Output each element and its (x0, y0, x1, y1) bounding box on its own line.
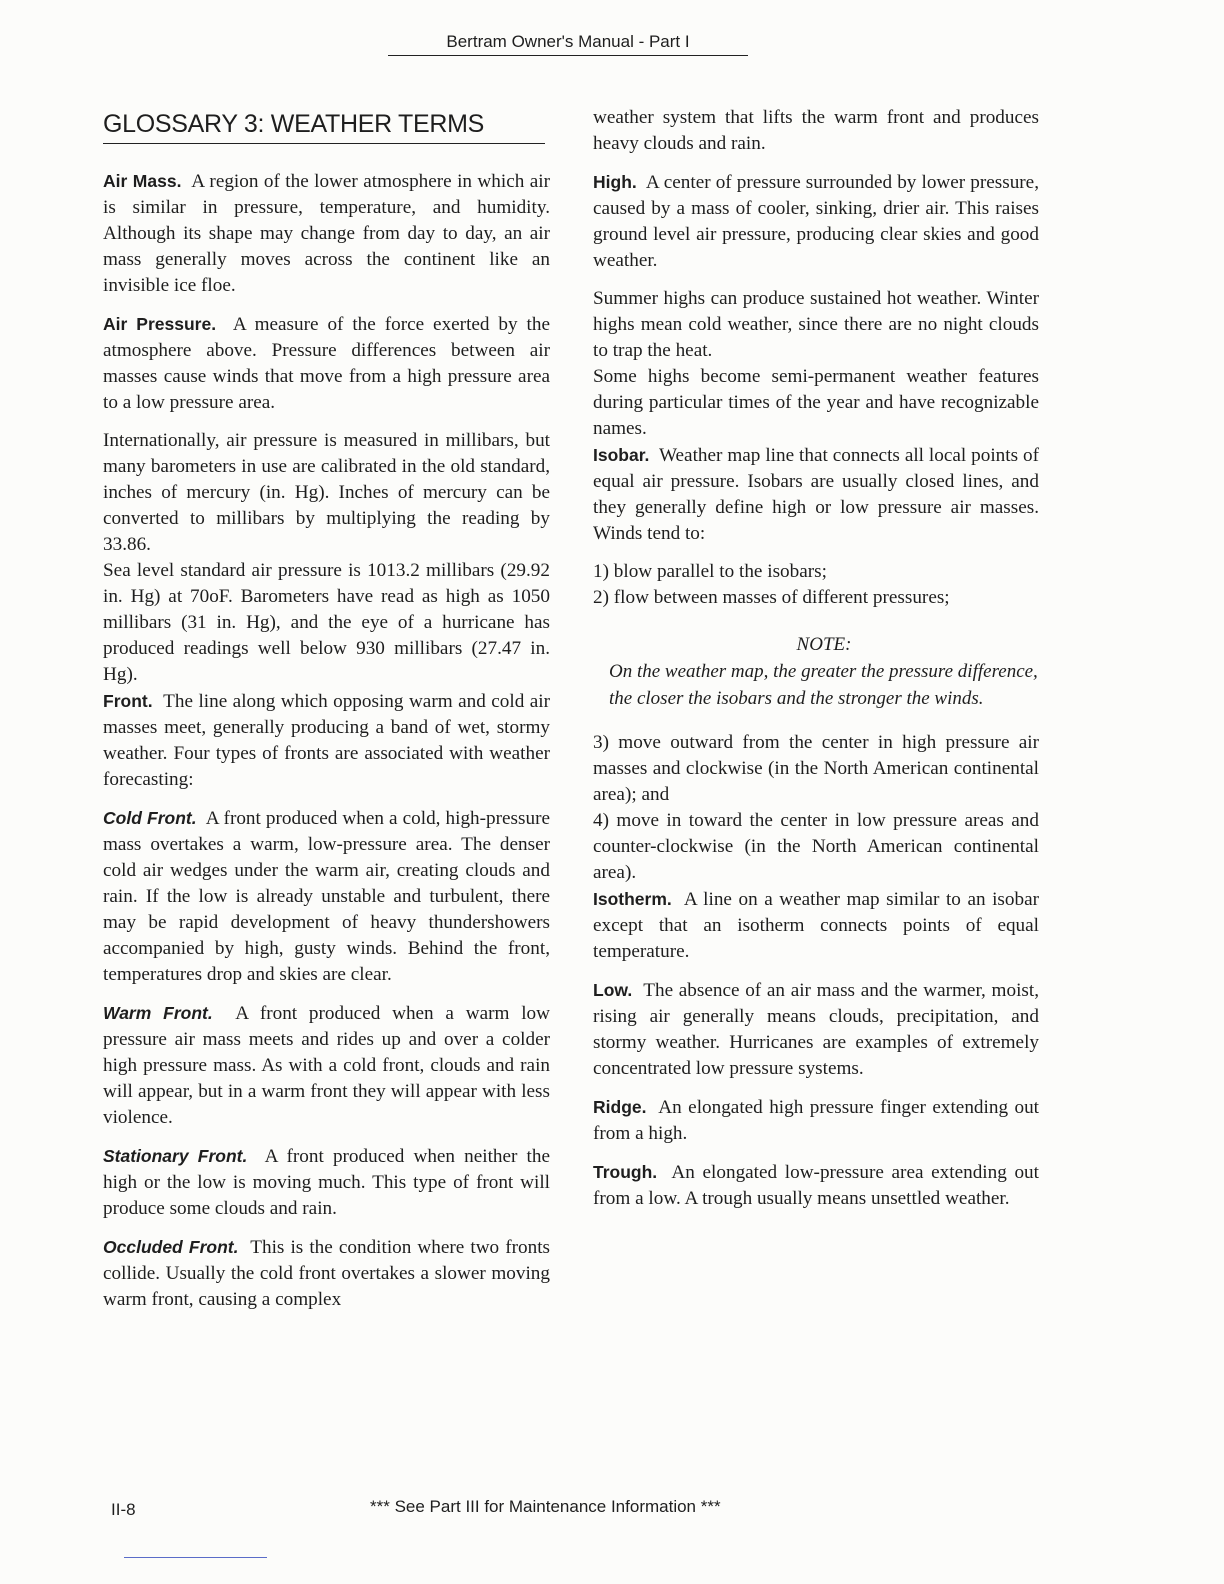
list-item-4: 4) move in toward the center in low pressure areas and counter-clockwise (in the North American continental area). (593, 810, 1039, 883)
term-label: High. (593, 172, 637, 192)
entry-stationary-front (103, 1143, 550, 1222)
paragraph-summer-highs: Summer highs can produce sustained hot weather. Winter highs mean cold weather, since there are no night clouds to trap the heat. (593, 288, 1039, 361)
definition-text: This is the condition where two fronts collide. Usually the cold front overtakes a slower moving warm front, causing a complex (103, 1237, 550, 1310)
entry-trough (593, 1159, 1039, 1212)
left-column (103, 105, 550, 1325)
list-item-3: 3) move outward from the center in high pressure air masses and clockwise (in the North American continental area); and (593, 732, 1039, 805)
entry-warm-front (103, 1000, 550, 1131)
entry-cold-front (103, 805, 550, 988)
definition-text: A front produced when neither the high or the low is moving much. This type of front will produce some clouds and rain. (103, 1146, 551, 1219)
entry-isotherm (593, 886, 1039, 965)
term-label: Air Pressure. (103, 314, 217, 334)
definition-text: A line on a weather map similar to an isobar except that an isotherm connects points of equal temperature. (593, 889, 1039, 962)
entry-ridge (593, 1094, 1039, 1147)
definition-text: The absence of an air mass and the warmer, moist, rising air generally means clouds, precipitation, and stormy weather. Hurricanes are examples of extremely concentrated low pressure systems. (593, 980, 1039, 1079)
paragraph-internationally: Internationally, air pressure is measured in millibars, but many barometers in use are calibrated in the old standard, inches of mercury (in. Hg). Inches of mercury can be converted to millibars by multiplying the reading by 33.86. (103, 430, 550, 555)
paragraph-semi-permanent: Some highs become semi-permanent weather features during particular times of the year and have recognizable names. (593, 366, 1039, 439)
entry-high (593, 169, 1039, 274)
right-column (593, 105, 1039, 1224)
definition-text: An elongated high pressure finger extending out from a high. (593, 1097, 1039, 1144)
entry-air-pressure (103, 311, 550, 416)
term-label: Trough. (593, 1162, 658, 1182)
subterm-label: Stationary Front. (103, 1146, 248, 1166)
term-label: Low. (593, 980, 633, 1000)
term-label: Isotherm. (593, 889, 672, 909)
definition-text: The line along which opposing warm and cold air masses meet, generally producing a band of wet, stormy weather. Four types of fronts are associated with weather forecasting: (103, 691, 550, 790)
note-block (609, 631, 1039, 712)
entry-isobar (593, 442, 1039, 547)
paragraph-sea-level: Sea level standard air pressure is 1013.2 millibars (29.92 in. Hg) at 70oF. Barometers have read as high as 1050 millibars (31 in. Hg), and the eye of a hurricane has produced readings well below 930 millibars (27.47 in. Hg). (103, 560, 550, 685)
subterm-label: Warm Front. (103, 1003, 213, 1023)
paragraph-continued: weather system that lifts the warm front and produces heavy clouds and rain. (593, 107, 1039, 154)
term-label: Isobar. (593, 445, 650, 465)
term-label: Ridge. (593, 1097, 647, 1117)
note-text: On the weather map, the greater the pressure difference, the closer the isobars and the stronger the winds. (609, 661, 1038, 709)
entry-front (103, 688, 550, 793)
page-number: II-8 (111, 1500, 136, 1519)
subterm-label: Occluded Front. (103, 1237, 239, 1257)
list-item-2: 2) flow between masses of different pressures; (593, 587, 950, 608)
entry-air-mass (103, 168, 550, 299)
entry-low (593, 977, 1039, 1082)
page-title: GLOSSARY 3: WEATHER TERMS (103, 105, 545, 144)
note-heading: NOTE: (796, 634, 852, 655)
entry-occluded-front (103, 1234, 550, 1313)
subterm-label: Cold Front. (103, 808, 197, 828)
definition-text: A front produced when a warm low pressure air mass meets and rides up and over a colder high pressure mass. As with a cold front, clouds and rain will appear, but in a warm front they will appear with less violence. (103, 1003, 550, 1128)
definition-text: A center of pressure surrounded by lower pressure, caused by a mass of cooler, sinking, drier air. This raises ground level air pressure, producing clear skies and good weather. (593, 172, 1039, 271)
definition-text: A front produced when a cold, high-pressure mass overtakes a warm, low-pressure area. The denser cold air wedges under the warm air, creating clouds and rain. If the low is already unstable and turbulent, there may be rapid development of heavy thundershowers accompanied by high, gusty winds. Behind the front, temperatures drop and skies are clear. (103, 808, 550, 985)
scan-edge-line (124, 1557, 267, 1558)
footer-note: *** See Part III for Maintenance Information *** (370, 1497, 721, 1516)
running-header: Bertram Owner's Manual - Part I (388, 32, 748, 56)
term-label: Front. (103, 691, 153, 711)
term-label: Air Mass. (103, 171, 182, 191)
definition-text: A region of the lower atmosphere in which air is similar in pressure, temperature, and humidity. Although its shape may change from day to day, an air mass generally moves across the continent like an invisible ice floe. (103, 171, 550, 296)
definition-text: An elongated low-pressure area extending out from a low. A trough usually means unsettled weather. (593, 1162, 1039, 1209)
definition-text: Weather map line that connects all local points of equal air pressure. Isobars are usually closed lines, and they generally define high or low pressure air masses. Winds tend to: (593, 445, 1039, 544)
list-item-1: 1) blow parallel to the isobars; (593, 561, 827, 582)
definition-text: A measure of the force exerted by the atmosphere above. Pressure differences between air masses cause winds that move from a high pressure area to a low pressure area. (103, 314, 550, 413)
